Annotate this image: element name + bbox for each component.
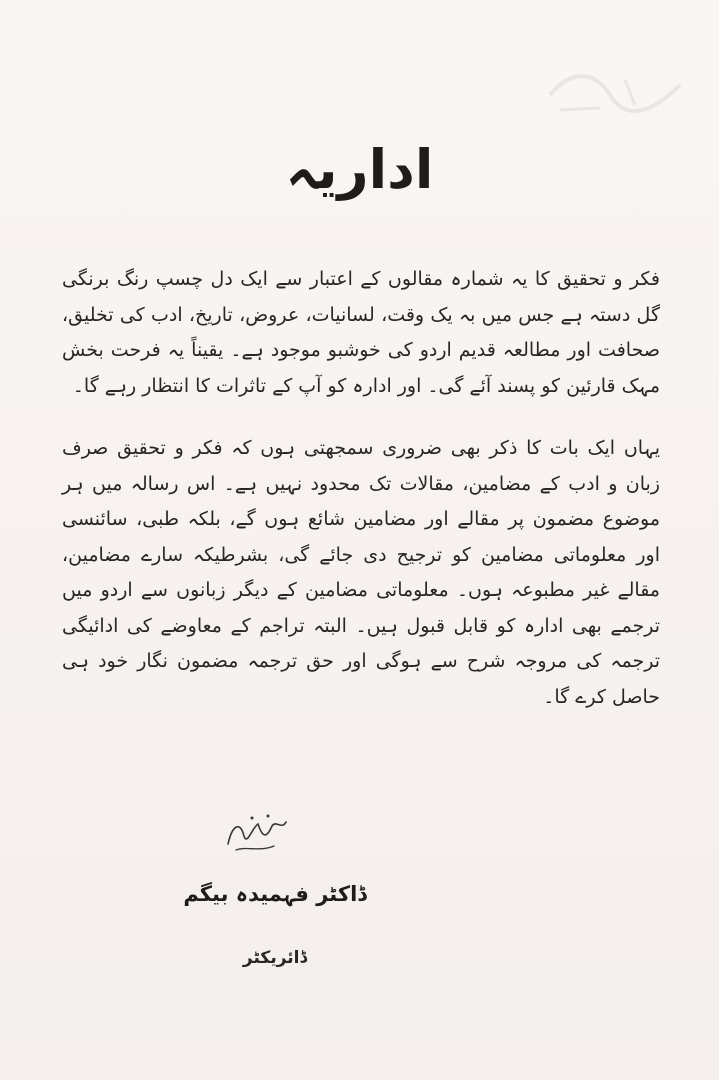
handwritten-signature — [222, 806, 292, 862]
editorial-paragraph: فکر و تحقیق کا یہ شمارہ مقالوں کے اعتبار سے ایک دل چسپ رنگ برنگی گل دستہ ہے جس میں بہ یک وقت، لسانیات، عروض، تاریخ، ادب کی تخلیق، صحافت اور مطالعہ قدیم اردو کی خوشبو موجود ہے۔ یقیناً یہ فرحت بخش مہک قارئین کو پسند آئے گی۔ اور ادارہ کو آپ کے تاثرات کا انتظار رہے گا۔ — [62, 268, 660, 397]
signatory-name: ڈاکٹر فہمیدہ بیگم — [183, 882, 367, 906]
editorial-paragraph: یہاں ایک بات کا ذکر بھی ضروری سمجھتی ہوں کہ فکر و تحقیق صرف زبان و ادب کے مضامین، مقالات تک محدود نہیں ہے۔ اس رسالہ میں ہر موضوع مضمون پر مقالے اور مضامین شائع ہوں گے، بلکہ طبی، سائنسی اور معلوماتی مضامین کو ترجیح دی جائے گی، بشرطیکہ سارے مضامین، مقالے غیر مطبوعہ ہوں۔ معلوماتی مضامین کے دیگر زبانوں سے اردو میں ترجمے بھی ادارہ کو قابل قبول ہیں۔ البتہ تراجم کے معاوضے کی ادائیگی ترجمہ کی مروجہ شرح سے ہوگی اور حق ترجمہ مضمون نگار خود ہی حاصل کرے گا۔ — [62, 437, 660, 708]
editorial-body — [62, 262, 660, 715]
bleed-through-marks — [540, 60, 690, 120]
editorial-title: اداریہ — [285, 138, 434, 201]
signatory-title: ڈائریکٹر — [242, 948, 308, 968]
